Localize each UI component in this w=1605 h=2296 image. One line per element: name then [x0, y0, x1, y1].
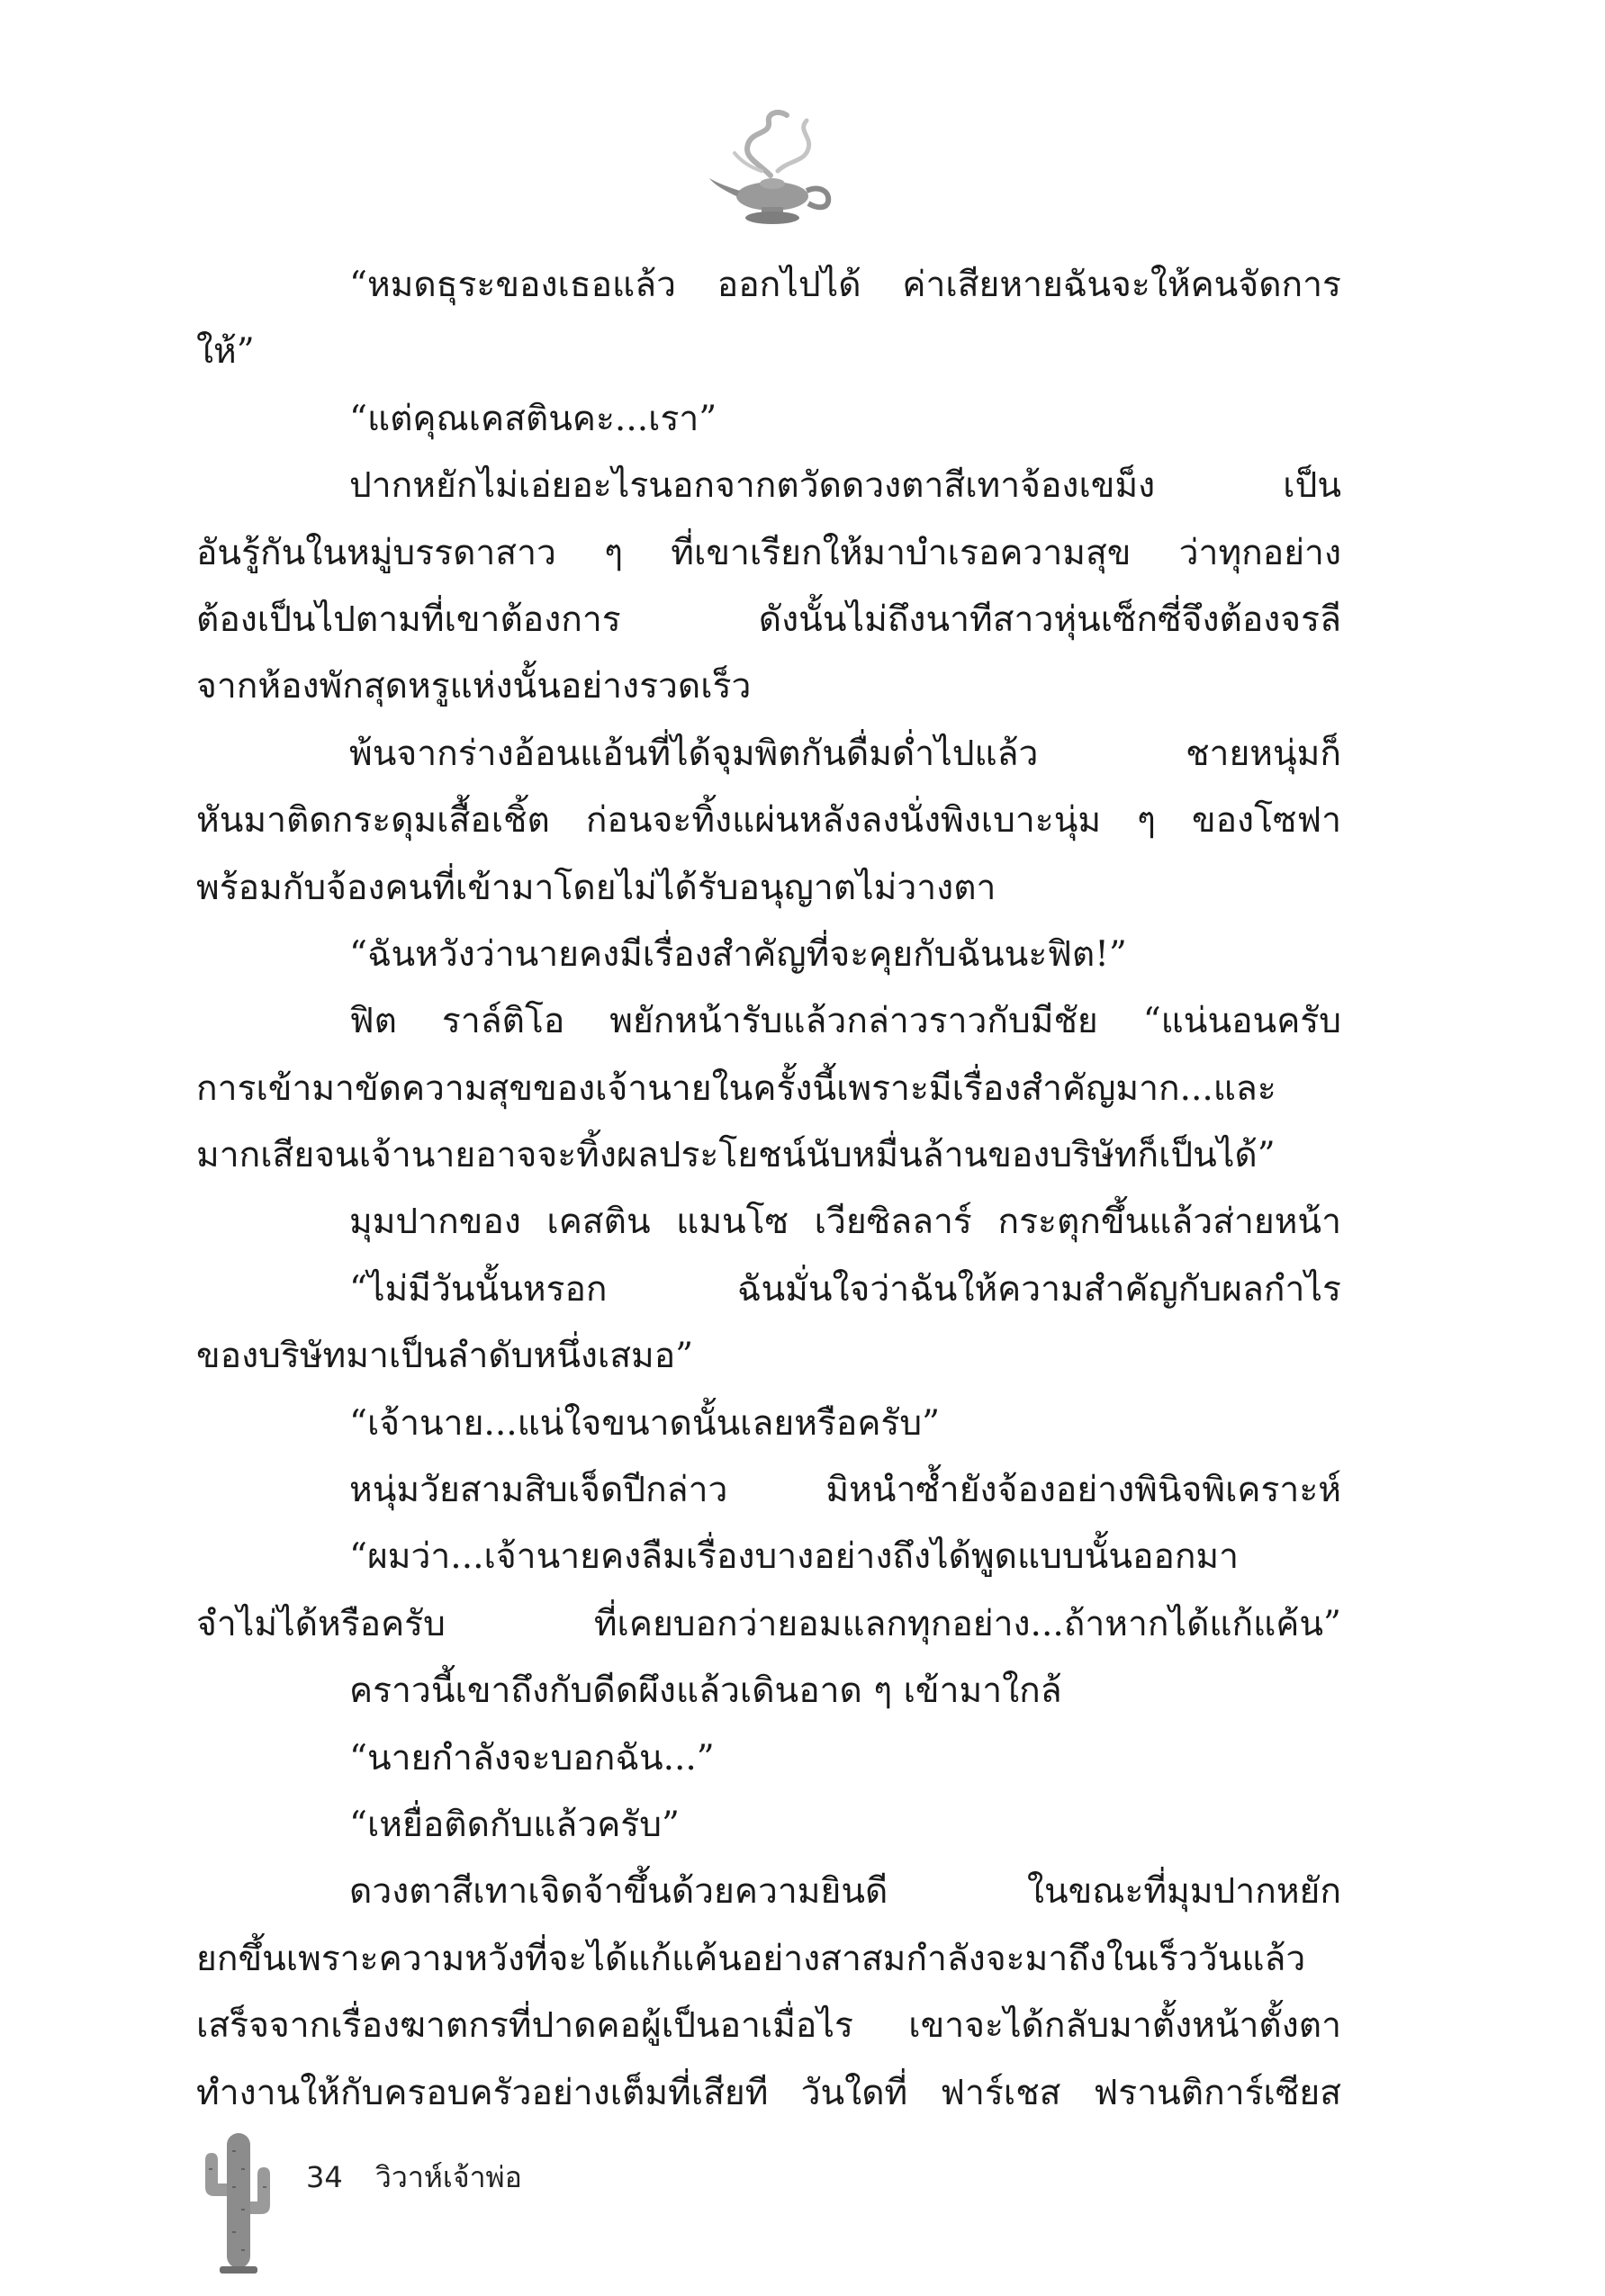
text-line: พ้นจากร่างอ้อนแอ้นที่ได้จุมพิตกันดื่มด่ำไปแล้ว ชายหนุ่มก็ [349, 733, 1341, 774]
text-line: การเข้ามาขัดความสุขของเจ้านายในครั้งนี้เพราะมีเรื่องสำคัญมาก...และ [196, 1067, 1276, 1109]
text-line: ยกขึ้นเพราะความหวังที่จะได้แก้แค้นอย่างสาสมกำลังจะมาถึงในเร็ววันแล้ว [196, 1938, 1306, 1979]
text-line: ทำงานให้กับครอบครัวอย่างเต็มที่เสียที วันใดที่ ฟาร์เชส ฟรานติการ์เซียส [196, 2072, 1341, 2113]
text-line: “เหยื่อติดกับแล้วครับ” [349, 1804, 680, 1845]
text-line: ต้องเป็นไปตามที่เขาต้องการ ดังนั้นไม่ถึงนาทีสาวหุ่นเซ็กซี่จึงต้องจรลี [196, 599, 1341, 640]
text-line: คราวนี้เขาถึงกับดีดผึงแล้วเดินอาด ๆ เข้ามาใกล้ [349, 1670, 1062, 1712]
text-line: “หมดธุระของเธอแล้ว ออกไปได้ ค่าเสียหายฉันจะให้คนจัดการ [349, 265, 1341, 305]
text-line: ฟิต ราล์ติโอ พยักหน้ารับแล้วกล่าวราวกับมีชัย “แน่นอนครับ [349, 1001, 1341, 1042]
book-title: วิวาห์เจ้าพ่อ [374, 2160, 522, 2194]
text-line: ปากหยักไม่เอ่ยอะไรนอกจากตวัดดวงตาสีเทาจ้องเขม็ง เป็น [349, 465, 1341, 507]
text-line: พร้อมกับจ้องคนที่เข้ามาโดยไม่ได้รับอนุญาตไม่วางตา [196, 867, 996, 908]
text-line: หันมาติดกระดุมเสื้อเชิ้ต ก่อนจะทิ้งแผ่นหลังลงนั่งพิงเบาะนุ่ม ๆ ของโซฟา [196, 800, 1341, 842]
text-line: มุมปากของ เคสติน แมนโซ เวียซิลลาร์ กระตุกขึ้นแล้วส่ายหน้า [349, 1202, 1341, 1243]
text-line: ดวงตาสีเทาเจิดจ้าขึ้นด้วยความยินดี ในขณะที่มุมปากหยัก [349, 1871, 1341, 1913]
text-line: จำไม่ได้หรือครับ ที่เคยบอกว่ายอมแลกทุกอย่าง...ถ้าหากได้แก้แค้น” [196, 1603, 1341, 1644]
text-line: “เจ้านาย...แน่ใจขนาดนั้นเลยหรือครับ” [349, 1402, 941, 1444]
cactus-icon [193, 2124, 283, 2277]
text-line: จากห้องพักสุดหรูแห่งนั้นอย่างรวดเร็ว [196, 666, 752, 707]
text-line: ของบริษัทมาเป็นลำดับหนึ่งเสมอ” [196, 1336, 694, 1377]
text-line: “ฉันหวังว่านายคงมีเรื่องสำคัญที่จะคุยกับฉันนะฟิต!” [349, 933, 1127, 975]
body-text [196, 252, 1341, 2127]
text-line: หนุ่มวัยสามสิบเจ็ดปีกล่าว มิหนำซ้ำยังจ้องอย่างพินิจพิเคราะห์ [349, 1470, 1341, 1511]
text-line: ให้” [196, 331, 255, 373]
text-line: มากเสียจนเจ้านายอาจจะทิ้งผลประโยชน์นับหมื่นล้านของบริษัทก็เป็นได้” [196, 1135, 1276, 1176]
text-line: “แต่คุณเคสตินคะ...เรา” [349, 398, 717, 439]
page-number: 34 [306, 2160, 343, 2194]
page-footer [306, 2155, 522, 2200]
text-line: “นายกำลังจะบอกฉัน...” [349, 1737, 715, 1778]
text-line: เสร็จจากเรื่องฆาตกรที่ปาดคอผู้เป็นอาเมื่อไร เขาจะได้กลับมาตั้งหน้าตั้งตา [196, 2005, 1341, 2047]
text-line: “ผมว่า...เจ้านายคงลืมเรื่องบางอย่างถึงได้พูดแบบนั้นออกมา [349, 1536, 1240, 1578]
text-line: “ไม่มีวันนั้นหรอก ฉันมั่นใจว่าฉันให้ความสำคัญกับผลกำไร [349, 1268, 1341, 1310]
genie-lamp-icon [708, 108, 843, 230]
text-line: อันรู้กันในหมู่บรรดาสาว ๆ ที่เขาเรียกให้มาบำเรอความสุข ว่าทุกอย่าง [196, 532, 1341, 573]
